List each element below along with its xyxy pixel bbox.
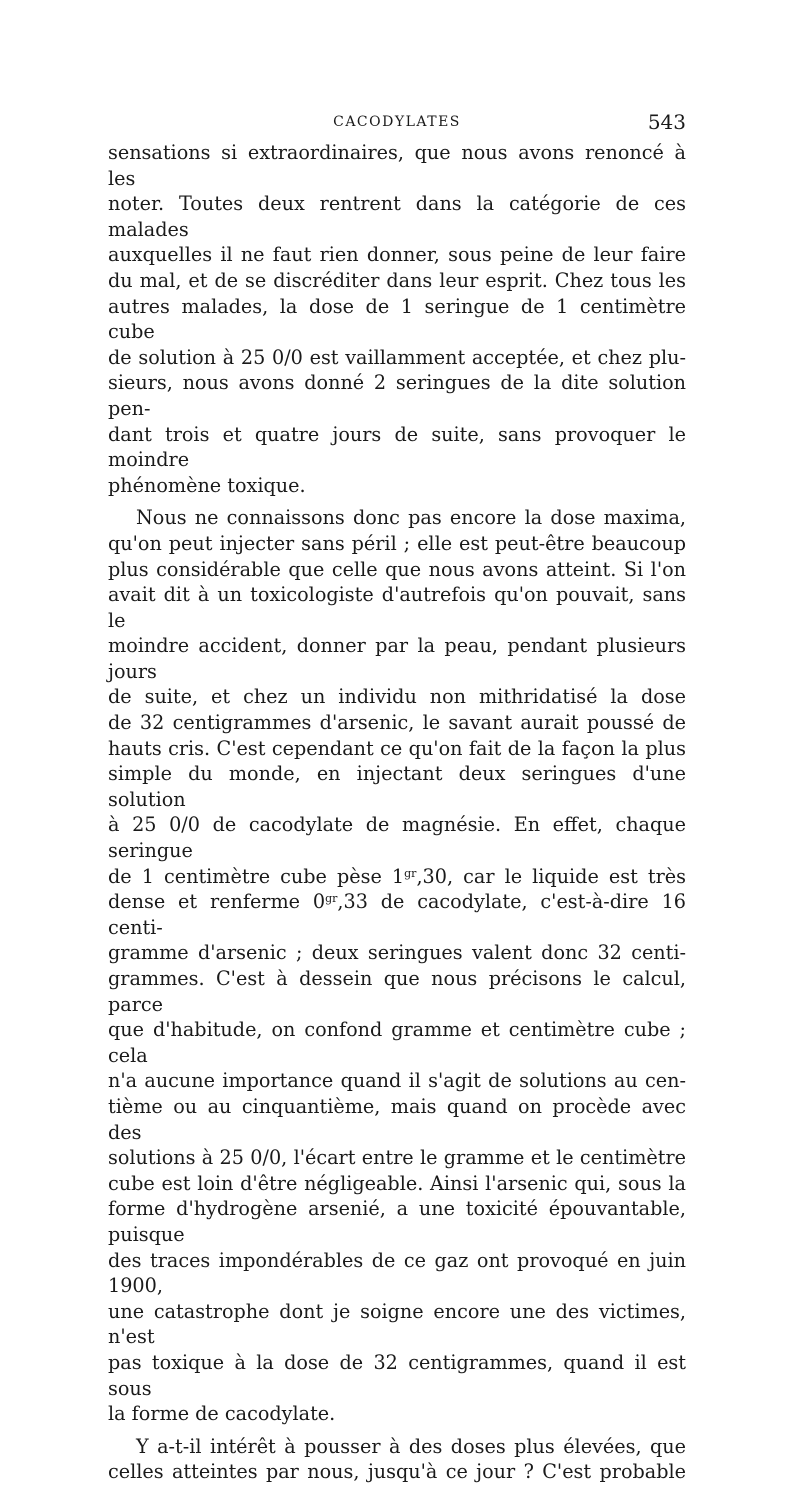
text-line: Y a-t-il intérêt à pousser à des doses plus élevées, que [136,1434,686,1458]
page-number: 543 [647,110,686,134]
text-line: noter. Toutes deux rentrent dans la catégorie de ces malades [108,192,686,241]
text-line [108,889,686,940]
text-line: une catastrophe dont je soigne encore une des victimes, n'est [108,1299,686,1349]
text-line: dant trois et quatre jours de suite, sans provoquer le moindre [108,422,686,472]
text-line: autres malades, la dose de 1 seringue de 1 centimètre cube [108,294,686,344]
text-line: celles atteintes par nous, jusqu'à ce jour ? C'est probable [108,1460,686,1484]
text-line: Nous ne connaissons donc pas encore la dose maxima, [136,506,686,530]
text-line: phénomène toxique. [108,473,306,497]
text-line: sensations si extraordinaires, que nous avons renoncé à les [108,141,686,190]
text-line: auxquelles il ne faut rien donner, sous peine de leur faire [108,243,686,267]
text-line: que d'habitude, on confond gramme et centimètre cube ; cela [108,1018,686,1067]
text-line: du mal, et de se discréditer dans leur esprit. Chez tous les [108,268,686,292]
paragraph-1 [108,140,686,498]
page-header [108,100,686,140]
text-line: moindre accident, donner par la peau, pendant plusieurs jours [108,634,686,683]
text-line [108,864,686,890]
text-line: avait dit à un toxicologiste d'autrefois qu'on pouvait, sans le [108,583,686,632]
text-line: gramme d'arsenic ; deux seringues valent donc 32 centi- [108,941,686,965]
text-line: de suite, et chez un individu non mithridatisé la dose [108,685,686,709]
gram-abbreviation: gr [404,866,417,880]
gram-abbreviation: gr [325,892,338,906]
text-line: simple du monde, en injectant deux seringues d'une solution [108,762,686,811]
text-line: à 25 0/0 de cacodylate de magnésie. En effet, chaque seringue [108,813,686,863]
text-line: de solution à 25 0/0 est vaillamment acceptée, et chez plu- [108,345,686,369]
text-line: plus considérable que celle que nous avons atteint. Si l'on [108,557,686,581]
text-fragment: dense et renferme 0 [108,890,326,914]
text-line: cube est loin d'être négligeable. Ainsi l'arsenic qui, sous la [108,1171,686,1195]
text-fragment: ,30, car le liquide est très [416,864,686,888]
text-line: hauts cris. C'est cependant ce qu'on fait de la façon la plus [108,736,686,760]
text-line: forme d'hydrogène arsenié, a une toxicité épouvantable, puisque [108,1197,686,1246]
running-title: CACODYLATES [333,114,461,130]
text-line: pas toxique à la dose de 32 centigrammes, quand il est sous [108,1350,686,1400]
paragraph-3 [108,1434,686,1485]
text-fragment: ,33 de cacodylate, c'est-à-dire 16 centi- [108,890,686,939]
book-page [108,100,686,1485]
paragraph-2 [108,505,686,1426]
text-line: de 32 centigrammes d'arsenic, le savant aurait poussé de [108,711,686,735]
text-fragment: de 1 centimètre cube pèse 1 [108,864,405,888]
text-line: tième ou au cinquantième, mais quand on procède avec des [108,1094,686,1144]
text-line: grammes. C'est à dessein que nous précisons le calcul, parce [108,967,686,1016]
text-line: n'a aucune importance quand il s'agit de solutions au cen- [108,1069,686,1093]
text-line: solutions à 25 0/0, l'écart entre le gramme et le centimètre [108,1146,686,1170]
text-line: des traces impondérables de ce gaz ont provoqué en juin 1900, [108,1248,686,1298]
text-line: sieurs, nous avons donné 2 seringues de la dite solution pen- [108,371,686,420]
text-line: qu'on peut injecter sans péril ; elle est peut-être beaucoup [108,531,686,555]
text-line: la forme de cacodylate. [108,1402,336,1426]
